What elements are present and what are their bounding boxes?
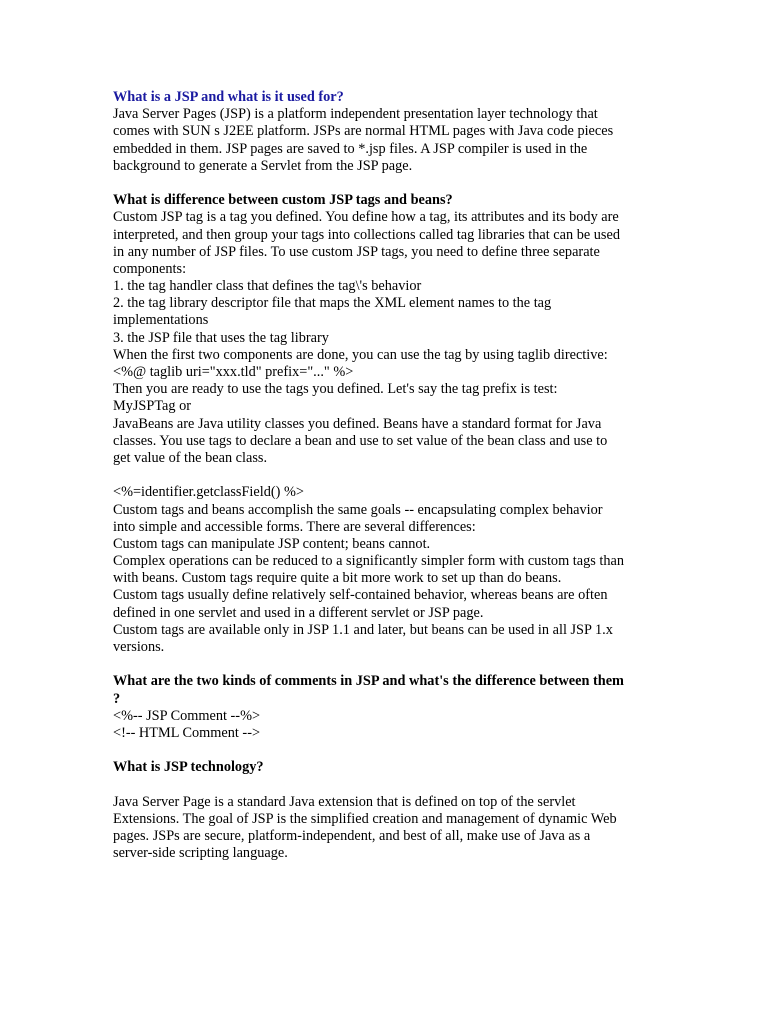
document-page xyxy=(113,89,673,862)
paragraph-line: MyJSPTag or xyxy=(113,398,192,415)
heading-what-is-jsp: What is a JSP and what is it used for? xyxy=(113,89,344,105)
paragraph-line: classes. You use tags to declare a bean and use to set value of the bean class and use to xyxy=(113,432,608,449)
spacer xyxy=(113,175,673,192)
code-line: <%-- JSP Comment --%> xyxy=(113,707,261,724)
list-item: 2. the tag library descriptor file that maps the XML element names to the tag xyxy=(113,295,552,312)
code-line: <%@ taglib uri="xxx.tld" prefix="..." %> xyxy=(113,364,354,380)
paragraph-line: Custom tags can manipulate JSP content; beans cannot. xyxy=(113,535,431,552)
paragraph-line: Custom tags usually define relatively self-contained behavior, whereas beans are often xyxy=(113,587,608,604)
paragraph-line: with beans. Custom tags require quite a bit more work to set up than do beans. xyxy=(113,570,562,587)
spacer xyxy=(113,656,673,673)
paragraph-line: Complex operations can be reduced to a significantly simpler form with custom tags than xyxy=(113,553,624,570)
paragraph-line: Java Server Page is a standard Java extension that is defined on top of the servlet xyxy=(113,793,576,810)
paragraph-line: in any number of JSP files. To use custom JSP tags, you need to define three separate xyxy=(113,243,600,260)
paragraph-line: Custom tags and beans accomplish the same goals -- encapsulating complex behavior xyxy=(113,501,603,518)
paragraph-line: server-side scripting language. xyxy=(113,845,288,862)
spacer xyxy=(113,467,673,484)
paragraph-line: Java Server Pages (JSP) is a platform independent presentation layer technology that xyxy=(113,106,598,123)
paragraph-line: Then you are ready to use the tags you defined. Let's say the tag prefix is test: xyxy=(113,381,558,398)
paragraph-line: Custom JSP tag is a tag you defined. You define how a tag, its attributes and its body are xyxy=(113,209,619,226)
heading-comment-kinds: What are the two kinds of comments in JSP and what's the difference between them xyxy=(113,673,624,690)
heading-jsp-technology: What is JSP technology? xyxy=(113,759,264,776)
paragraph-line: comes with SUN s J2EE platform. JSPs are normal HTML pages with Java code pieces xyxy=(113,123,614,140)
paragraph-line: background to generate a Servlet from the JSP page. xyxy=(113,157,413,174)
spacer xyxy=(113,742,673,759)
heading-tags-vs-beans: What is difference between custom JSP tags and beans? xyxy=(113,192,453,209)
paragraph-line: When the first two components are done, you can use the tag by using taglib directive: xyxy=(113,346,608,363)
paragraph-line: Custom tags are available only in JSP 1.1 and later, but beans can be used in all JSP 1.x xyxy=(113,621,613,638)
code-line: <!-- HTML Comment --> xyxy=(113,724,261,741)
list-item: 3. the JSP file that uses the tag library xyxy=(113,329,329,346)
list-item: 1. the tag handler class that defines the tag\'s behavior xyxy=(113,278,422,295)
spacer xyxy=(113,777,673,794)
paragraph-line: versions. xyxy=(113,639,165,655)
paragraph-line: get value of the bean class. xyxy=(113,449,268,466)
paragraph-line: components: xyxy=(113,260,187,277)
paragraph-line: Extensions. The goal of JSP is the simplified creation and management of dynamic Web xyxy=(113,810,617,827)
list-item-continued: implementations xyxy=(113,312,209,329)
paragraph-line: into simple and accessible forms. There are several differences: xyxy=(113,518,476,535)
paragraph-line: embedded in them. JSP pages are saved to *.jsp files. A JSP compiler is used in the xyxy=(113,140,588,157)
paragraph-line: JavaBeans are Java utility classes you defined. Beans have a standard format for Java xyxy=(113,415,602,432)
paragraph-line: interpreted, and then group your tags into collections called tag libraries that can be used xyxy=(113,226,620,243)
paragraph-line: pages. JSPs are secure, platform-independent, and best of all, make use of Java as a xyxy=(113,828,591,845)
code-line: <%=identifier.getclassField() %> xyxy=(113,484,304,501)
heading-comment-kinds-continued: ? xyxy=(113,690,121,707)
paragraph-line: defined in one servlet and used in a different servlet or JSP page. xyxy=(113,604,484,621)
